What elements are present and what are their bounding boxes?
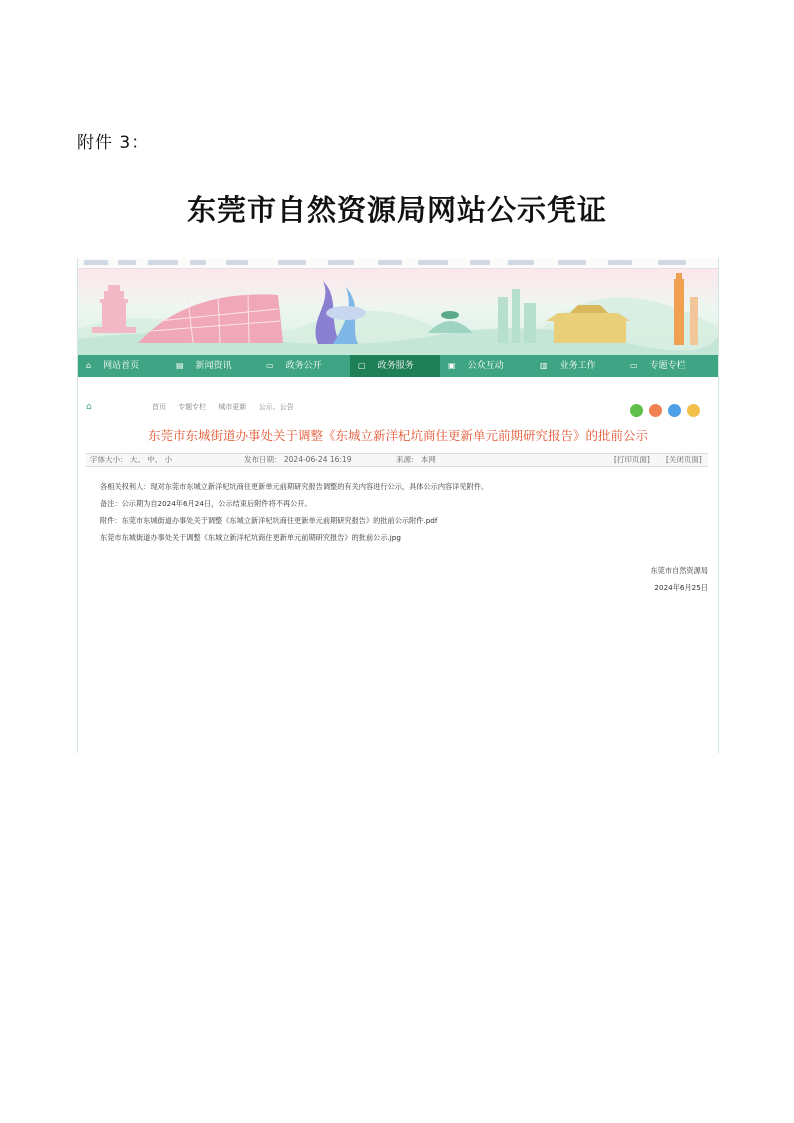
- nav-item-interaction[interactable]: [448, 355, 504, 377]
- attachment-link-pdf[interactable]: 附件：东莞市东城街道办事处关于调整《东城立新洋杞坑商住更新单元前期研究报告》的批前公示附件.pdf: [100, 516, 438, 525]
- nav-label: 新闻资讯: [195, 361, 232, 371]
- nav-label: 业务工作: [559, 361, 596, 371]
- bookmark-item[interactable]: [470, 260, 490, 265]
- nav-item-special[interactable]: [630, 355, 686, 377]
- favorite-star-icon[interactable]: [687, 404, 700, 417]
- bookmark-item[interactable]: [378, 260, 402, 265]
- home-icon[interactable]: ⌂: [86, 402, 92, 412]
- signature-org: 东莞市自然资源局: [650, 566, 708, 575]
- browser-bookmarks-bar: [78, 258, 718, 269]
- bookmark-item[interactable]: [418, 260, 448, 265]
- font-size-small[interactable]: 小: [164, 455, 173, 464]
- source-label: 来源：: [396, 455, 419, 464]
- home-icon: ⌂: [86, 361, 92, 370]
- bookmark-item[interactable]: [658, 260, 686, 265]
- website-screenshot: [77, 258, 719, 753]
- nav-label: 网站首页: [103, 361, 140, 371]
- wechat-share-icon[interactable]: [630, 404, 643, 417]
- bookmark-item[interactable]: [148, 260, 178, 265]
- board-icon: ▭: [630, 361, 638, 370]
- site-banner: [78, 269, 718, 355]
- nav-label: 政务公开: [285, 361, 322, 371]
- nav-label: 专题专栏: [649, 361, 686, 371]
- source-value: 本网: [420, 455, 436, 464]
- article-signature: [650, 562, 708, 596]
- breadcrumb-item[interactable]: 公示、公告: [258, 403, 294, 411]
- breadcrumb: [86, 402, 304, 412]
- signature-date: 2024年6月25日: [654, 583, 708, 592]
- nav-label: 公众互动: [467, 361, 504, 371]
- date-label: 发布日期：: [244, 455, 282, 464]
- window-icon: ▢: [358, 361, 366, 370]
- article-body: [100, 478, 488, 546]
- bookmark-item[interactable]: [84, 260, 108, 265]
- nav-label: 政务服务: [377, 361, 414, 371]
- bookmark-item[interactable]: [508, 260, 534, 265]
- bookmark-item[interactable]: [190, 260, 206, 265]
- font-size-medium[interactable]: 中: [147, 455, 155, 464]
- attachment-link-jpg[interactable]: 东莞市东城街道办事处关于调整《东城立新洋杞坑商住更新单元前期研究报告》的批前公示.jpg: [100, 533, 401, 542]
- bookmark-item[interactable]: [118, 260, 136, 265]
- print-page-link[interactable]: [打印页面]: [614, 455, 650, 464]
- chart-icon: ▥: [540, 361, 548, 370]
- chat-icon: ▣: [448, 361, 456, 370]
- breadcrumb-item[interactable]: 城市更新: [218, 403, 247, 411]
- bookmark-item[interactable]: [558, 260, 586, 265]
- nav-item-news[interactable]: [176, 355, 232, 377]
- font-size-label: 字体大小：: [90, 455, 128, 464]
- folder-icon: ▭: [266, 361, 274, 370]
- bookmark-item[interactable]: [226, 260, 248, 265]
- qq-share-icon[interactable]: [668, 404, 681, 417]
- breadcrumb-item[interactable]: 首页: [151, 403, 166, 411]
- banner-illustration: [78, 269, 718, 355]
- nav-item-business[interactable]: [540, 355, 596, 377]
- breadcrumb-item[interactable]: 专题专栏: [178, 403, 207, 411]
- bookmark-item[interactable]: [278, 260, 306, 265]
- main-navigation: [78, 355, 718, 377]
- body-paragraph: 备注：公示期为自2024年6月24日，公示结束后附件将不再公开。: [100, 499, 312, 508]
- nav-item-services[interactable]: [350, 355, 440, 377]
- weibo-share-icon[interactable]: [649, 404, 662, 417]
- font-size-large[interactable]: 大: [129, 455, 138, 464]
- body-paragraph: 各相关权利人：现对东莞市东城立新洋杞坑商住更新单元前期研究报告调整的有关内容进行公示，具体公示内容详见附件。: [100, 482, 489, 491]
- bookmark-item[interactable]: [608, 260, 632, 265]
- share-buttons: [630, 404, 702, 418]
- document-title: 东莞市自然资源局网站公示凭证: [186, 193, 607, 227]
- nav-item-home[interactable]: [86, 355, 139, 377]
- attachment-label: 附件 3：: [77, 133, 150, 153]
- news-icon: ▤: [176, 361, 184, 370]
- article-title: 东莞市东城街道办事处关于调整《东城立新洋杞坑商住更新单元前期研究报告》的批前公示: [147, 428, 648, 443]
- article-meta-bar: 字体大小： 大、 中、 小 发布日期： 2024-06-24 16:19 来源： 本网 [打印页面] [关闭页面]: [86, 453, 708, 467]
- nav-item-government-affairs[interactable]: [266, 355, 322, 377]
- close-page-link[interactable]: [关闭页面]: [666, 455, 702, 464]
- bookmark-item[interactable]: [328, 260, 354, 265]
- publish-date: 2024-06-24 16:19: [283, 455, 352, 464]
